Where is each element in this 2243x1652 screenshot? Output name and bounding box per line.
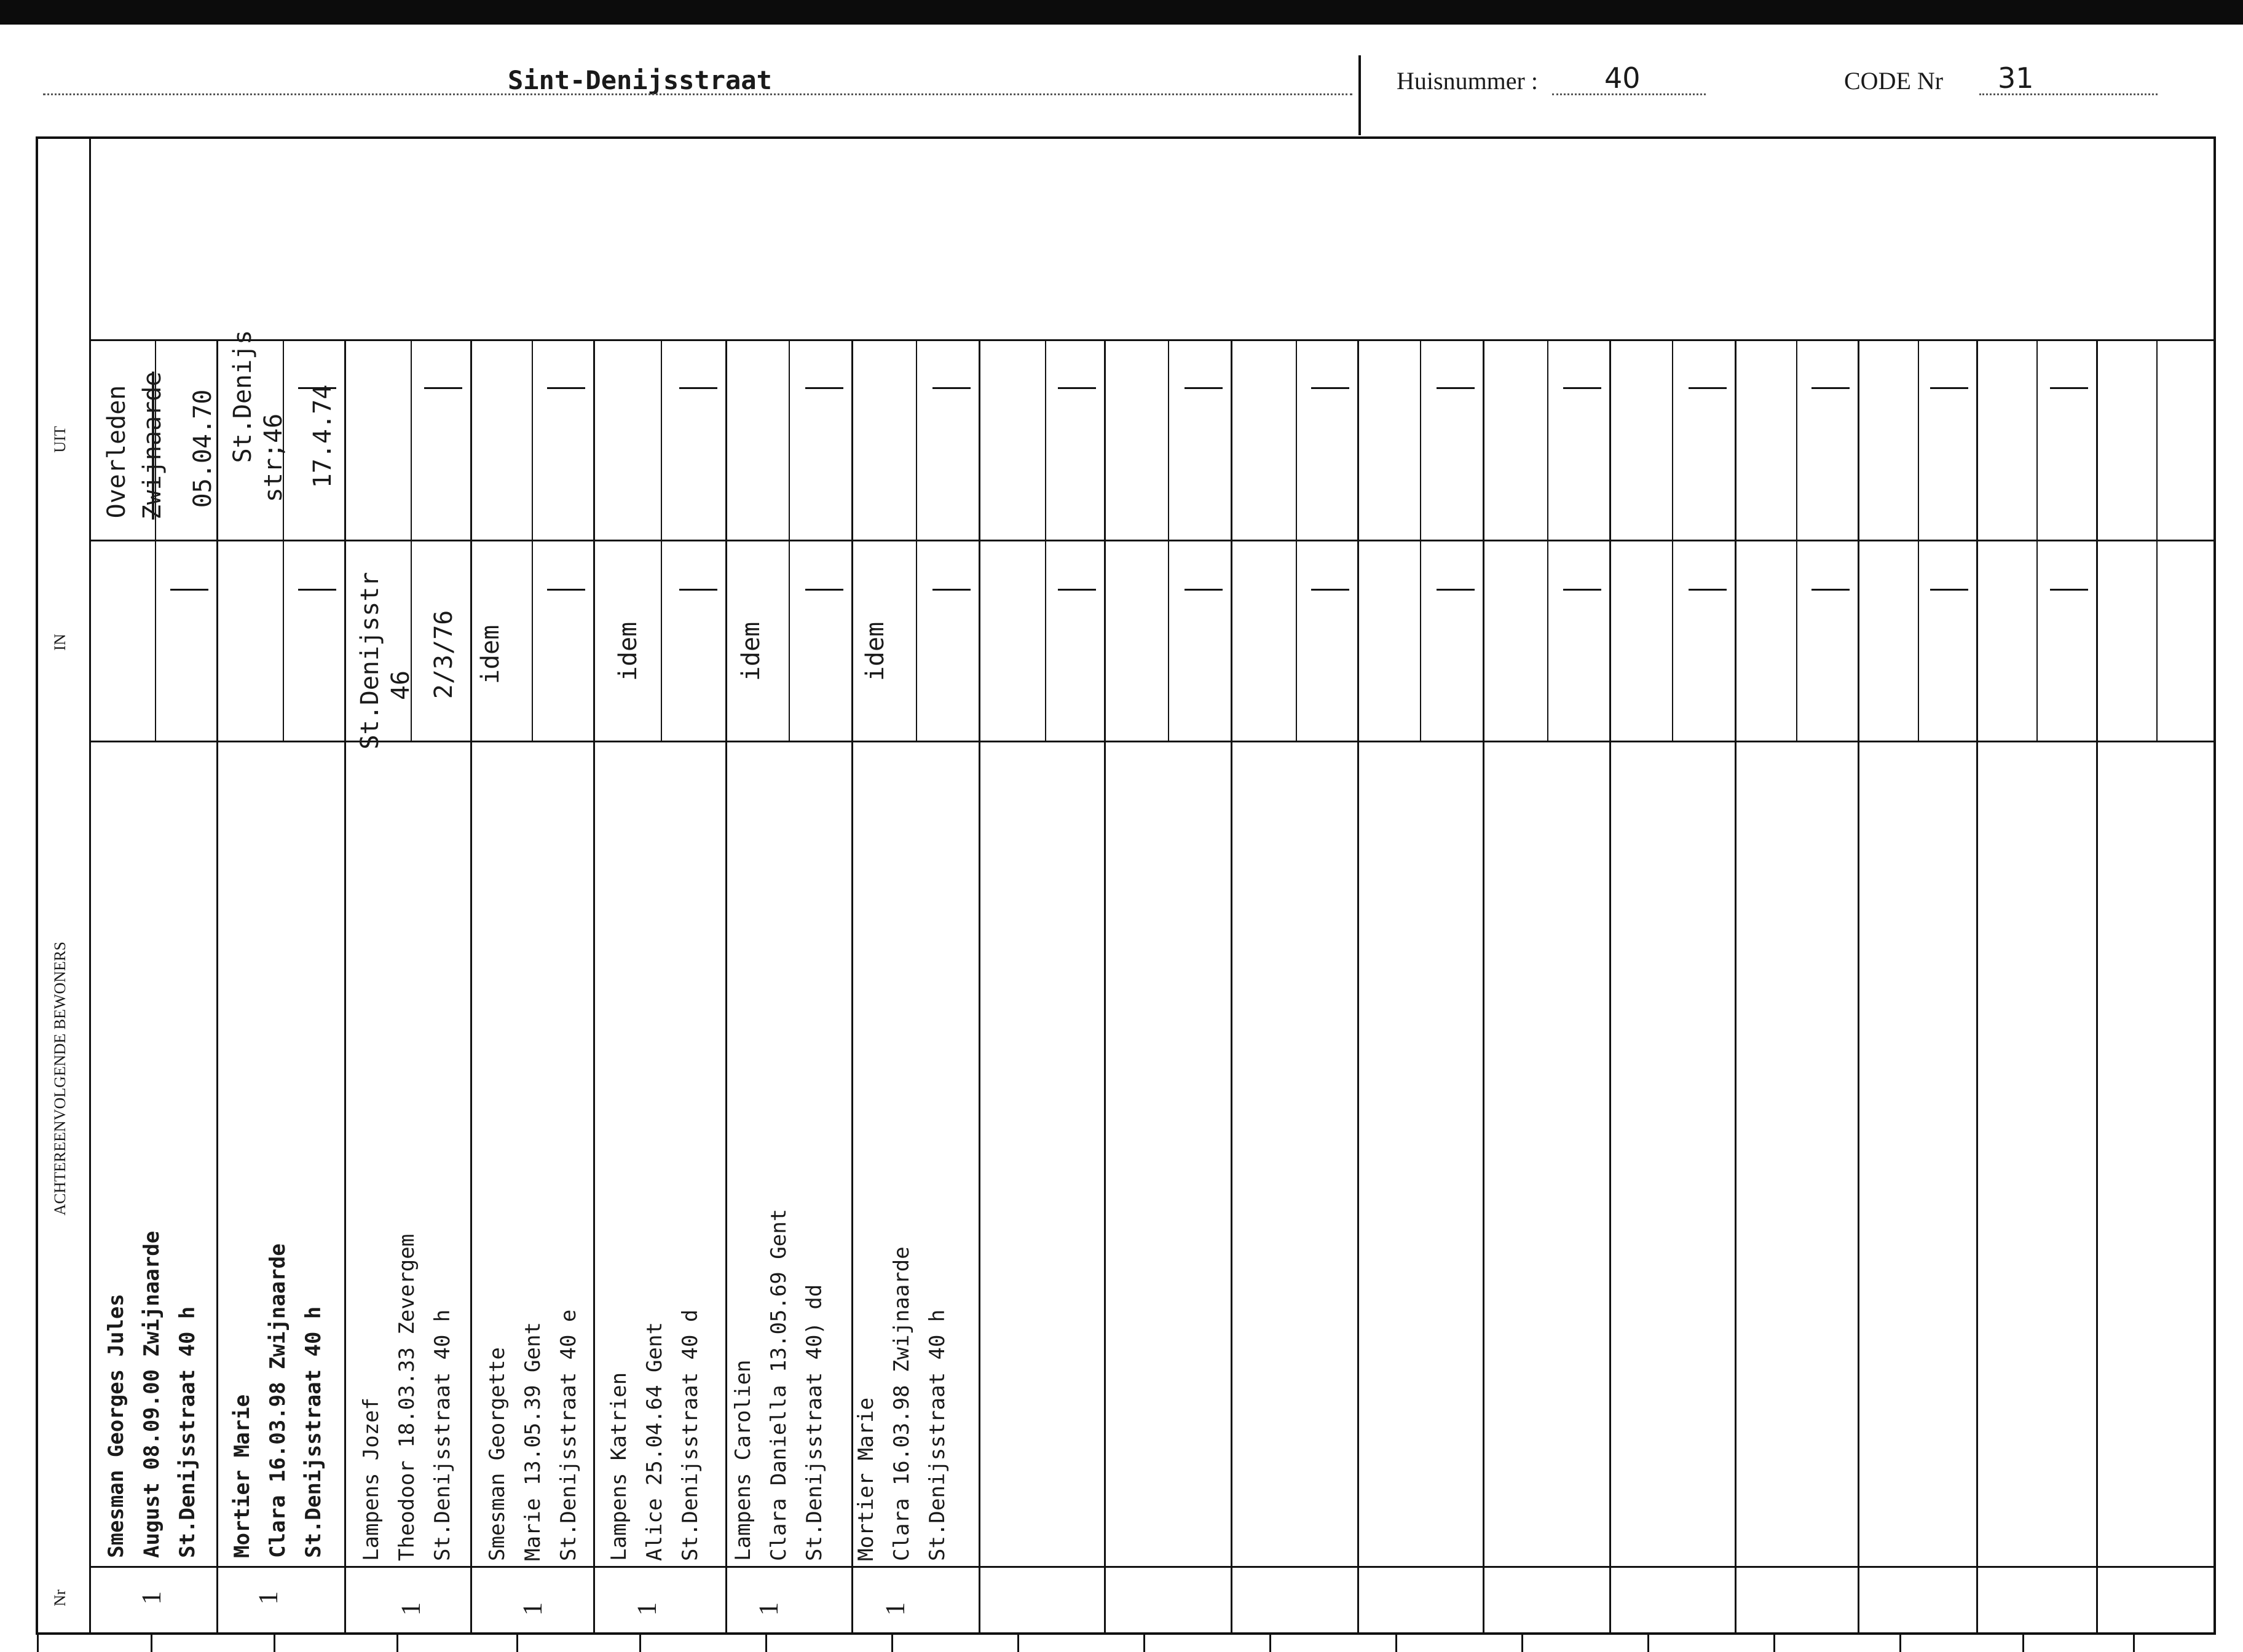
uit-dash: [1185, 387, 1223, 389]
uit-dash: [424, 387, 462, 389]
resident-entry: Smesman Georgette Marie 13.05.39 Gent St.Denijsstraat 40 e: [485, 1309, 581, 1561]
column-divider: [979, 339, 980, 1632]
table-border-bottom: [36, 1632, 2216, 1635]
resident-entry: Lampens Katrien Alice 25.04.64 Gent St.Denijsstraat 40 d: [607, 1309, 703, 1561]
label-column-divider: [89, 136, 91, 1632]
code-dotline: [1979, 93, 2158, 95]
in-dash: [298, 589, 336, 591]
in-place: idem: [737, 621, 765, 682]
uit-date: 05.04.70: [189, 389, 217, 508]
bottom-tick: [1773, 1635, 1775, 1652]
sub-divider: [1168, 339, 1169, 741]
in-dash: [1058, 589, 1096, 591]
in-place: idem: [614, 621, 642, 682]
row-divider: [89, 540, 2216, 541]
resident-entry: Lampens Jozef Theodoor 18.03.33 Zevergem St.Denijsstraat 40 h: [359, 1233, 455, 1561]
uit-place: str;46: [259, 413, 288, 503]
header-divider: [1358, 55, 1361, 135]
nr-value: 1: [880, 1602, 910, 1616]
nr-row-label: Nr: [51, 1589, 69, 1607]
table-border-top: [36, 136, 2216, 139]
uit-place: St.Denijs: [229, 329, 257, 463]
resident-entry: Mortier Marie Clara 16.03.98 Zwijnaarde St.Denijsstraat 40 h: [854, 1246, 950, 1561]
bottom-tick: [151, 1635, 152, 1652]
table-border-left: [36, 136, 38, 1632]
in-dash: [1311, 589, 1349, 591]
uit-place: Overleden: [103, 385, 131, 519]
column-divider: [1231, 339, 1232, 1632]
bottom-tick: [37, 1635, 39, 1652]
bottom-tick: [1017, 1635, 1019, 1652]
column-divider: [1735, 339, 1736, 1632]
uit-dash: [1311, 387, 1349, 389]
bewoners-row-label: ACHTEREENVOLGENDE BEWONERS: [51, 942, 69, 1216]
sub-divider: [661, 339, 662, 741]
bottom-tick: [2022, 1635, 2024, 1652]
bottom-tick: [2133, 1635, 2135, 1652]
bottom-tick: [1647, 1635, 1649, 1652]
bottom-tick: [891, 1635, 893, 1652]
uit-place-struck: Zwijnaarde: [138, 371, 167, 520]
column-divider: [1357, 339, 1359, 1632]
in-dash: [1563, 589, 1601, 591]
sub-divider: [532, 339, 533, 741]
nr-value: 1: [253, 1591, 283, 1605]
sub-divider: [2036, 339, 2038, 741]
in-row-label: IN: [51, 634, 69, 651]
uit-date: 17.4.74: [309, 384, 337, 489]
column-divider: [1483, 339, 1484, 1632]
sub-divider: [789, 339, 790, 741]
street-name: Sint-Denijsstraat: [508, 65, 772, 95]
uit-dash: [679, 387, 717, 389]
nr-value: 1: [136, 1591, 167, 1605]
uit-dash: [1058, 387, 1096, 389]
in-dash: [1689, 589, 1727, 591]
in-dash: [1185, 589, 1223, 591]
column-divider: [1609, 339, 1611, 1632]
table-border-right: [2213, 136, 2216, 1632]
in-date: 2/3/76: [430, 610, 458, 699]
huisnummer-dotline: [1552, 93, 1706, 95]
uit-dash: [1930, 387, 1968, 389]
huisnummer-value: 40: [1604, 61, 1641, 95]
sub-divider: [1547, 339, 1548, 741]
in-dash: [547, 589, 585, 591]
bottom-tick: [1395, 1635, 1397, 1652]
row-divider: [89, 1566, 2216, 1568]
bottom-tick: [1899, 1635, 1901, 1652]
row-divider: [89, 741, 2216, 742]
nr-value: 1: [631, 1602, 662, 1616]
sub-divider: [1918, 339, 1919, 741]
column-divider: [1976, 339, 1978, 1632]
nr-value: 1: [753, 1602, 784, 1616]
in-dash: [2050, 589, 2088, 591]
column-divider: [344, 339, 346, 1632]
code-label: CODE Nr: [1844, 67, 1944, 95]
uit-dash: [932, 387, 971, 389]
sub-divider: [1796, 339, 1797, 741]
bottom-tick: [1521, 1635, 1523, 1652]
in-place: idem: [476, 624, 505, 685]
bottom-tick: [1269, 1635, 1271, 1652]
column-divider: [1858, 339, 1859, 1632]
uit-dash: [2050, 387, 2088, 389]
top-edge-band: [0, 0, 2243, 25]
uit-dash: [1811, 387, 1850, 389]
sub-divider: [283, 339, 284, 741]
in-place: St.Denijsstr: [356, 572, 384, 750]
sub-divider: [1672, 339, 1673, 741]
huisnummer-label: Huisnummer :: [1397, 67, 1538, 95]
column-divider: [593, 339, 595, 1632]
uit-dash: [805, 387, 843, 389]
uit-row-label: UIT: [51, 426, 69, 453]
in-dash: [170, 589, 208, 591]
column-divider: [216, 339, 218, 1632]
bottom-tick: [765, 1635, 767, 1652]
bottom-tick: [639, 1635, 641, 1652]
bottom-tick: [396, 1635, 398, 1652]
uit-dash: [1689, 387, 1727, 389]
uit-dash: [1437, 387, 1475, 389]
sub-divider: [916, 339, 917, 741]
row-divider: [89, 339, 2216, 341]
in-dash: [1811, 589, 1850, 591]
code-value: 31: [1998, 61, 2034, 95]
bottom-tick: [1143, 1635, 1145, 1652]
in-dash: [1930, 589, 1968, 591]
bottom-tick: [516, 1635, 518, 1652]
nr-value: 1: [395, 1602, 426, 1616]
in-place: 46: [387, 670, 415, 701]
column-divider: [470, 339, 472, 1632]
in-dash: [1437, 589, 1475, 591]
sub-divider: [2156, 339, 2158, 741]
nr-value: 1: [517, 1602, 548, 1616]
in-dash: [805, 589, 843, 591]
sub-divider: [1045, 339, 1046, 741]
bottom-tick: [274, 1635, 275, 1652]
in-dash: [932, 589, 971, 591]
column-divider: [2096, 339, 2098, 1632]
sub-divider: [1420, 339, 1421, 741]
street-dotline: [43, 93, 1352, 95]
sub-divider: [1296, 339, 1297, 741]
in-dash: [679, 589, 717, 591]
uit-dash: [1563, 387, 1601, 389]
resident-entry: Lampens Carolien Clara Daniella 13.05.69 Gent St.Denijsstraat 40) dd: [731, 1208, 827, 1561]
resident-entry: Mortier Marie Clara 16.03.98 Zwijnaarde St.Denijsstraat 40 h: [230, 1243, 326, 1558]
column-divider: [1104, 339, 1106, 1632]
resident-entry: Smesman Georges Jules August 08.09.00 Zwijnaarde St.Denijsstraat 40 h: [104, 1230, 200, 1558]
uit-dash: [547, 387, 585, 389]
in-place: idem: [861, 621, 889, 682]
